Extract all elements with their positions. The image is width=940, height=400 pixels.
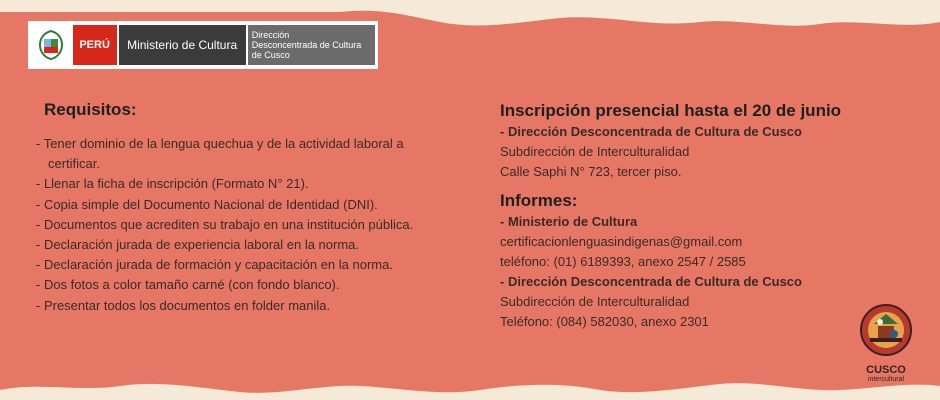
direction-line-2: Desconcentrada de Cultura — [251, 40, 362, 50]
requirement-item: - Declaración jurada de formación y capacitación en la norma. — [36, 257, 393, 273]
informes-org-1: - Ministerio de Cultura — [500, 214, 638, 229]
ministry-logo — [28, 21, 378, 69]
informes-heading: Informes: — [500, 191, 578, 210]
bottom-torn-edge — [0, 378, 940, 400]
seal-title: CUSCO — [866, 364, 906, 376]
informes-phone-2: Teléfono: (084) 582030, anexo 2301 — [500, 314, 709, 329]
informes-org-2: - Dirección Desconcentrada de Cultura de Cusco — [500, 274, 802, 289]
requirement-item: - Copia simple del Documento Nacional de Identidad (DNI). — [36, 196, 378, 212]
direction-label — [248, 25, 375, 65]
seal-subtitle: intercultural — [867, 376, 905, 383]
requirements-heading: Requisitos: — [44, 100, 137, 119]
peru-coat-of-arms-icon — [31, 25, 71, 65]
inscription-address: Calle Saphi N° 723, tercer piso. — [500, 164, 682, 179]
contact-column — [500, 122, 920, 332]
requirement-item: certificar. — [48, 156, 101, 172]
informes-office-2: Subdirección de Interculturalidad — [500, 294, 690, 309]
cusco-intercultural-emblem-icon — [856, 302, 916, 382]
inscription-heading: Inscripción presencial hasta el 20 de junio — [500, 101, 842, 120]
direction-line-3: de Cusco — [251, 50, 290, 60]
direction-line-1: Dirección — [251, 30, 290, 40]
requirement-item: - Declaración jurada de experiencia laboral en la norma. — [36, 237, 360, 253]
peru-label: PERÚ — [73, 25, 117, 65]
informes-email: certificacionlenguasindigenas@gmail.com — [500, 234, 743, 249]
informes-phone-1: teléfono: (01) 6189393, anexo 2547 / 2585 — [500, 254, 746, 269]
requirement-item: - Tener dominio de la lengua quechua y de la actividad laboral a — [36, 136, 404, 151]
requirement-item: - Llenar la ficha de inscripción (Formato N° 21). — [36, 176, 309, 192]
ministry-label: Ministerio de Cultura — [119, 25, 246, 65]
requirement-item: - Dos fotos a color tamaño carné (con fondo blanco). — [36, 277, 340, 293]
inscription-org: - Dirección Desconcentrada de Cultura de Cusco — [500, 124, 802, 139]
requirement-item: - Presentar todos los documentos en folder manila. — [36, 297, 331, 313]
inscription-office: Subdirección de Interculturalidad — [500, 144, 690, 159]
requirement-item: - Documentos que acrediten su trabajo en una institución pública. — [36, 216, 414, 232]
requirements-list — [36, 134, 476, 316]
